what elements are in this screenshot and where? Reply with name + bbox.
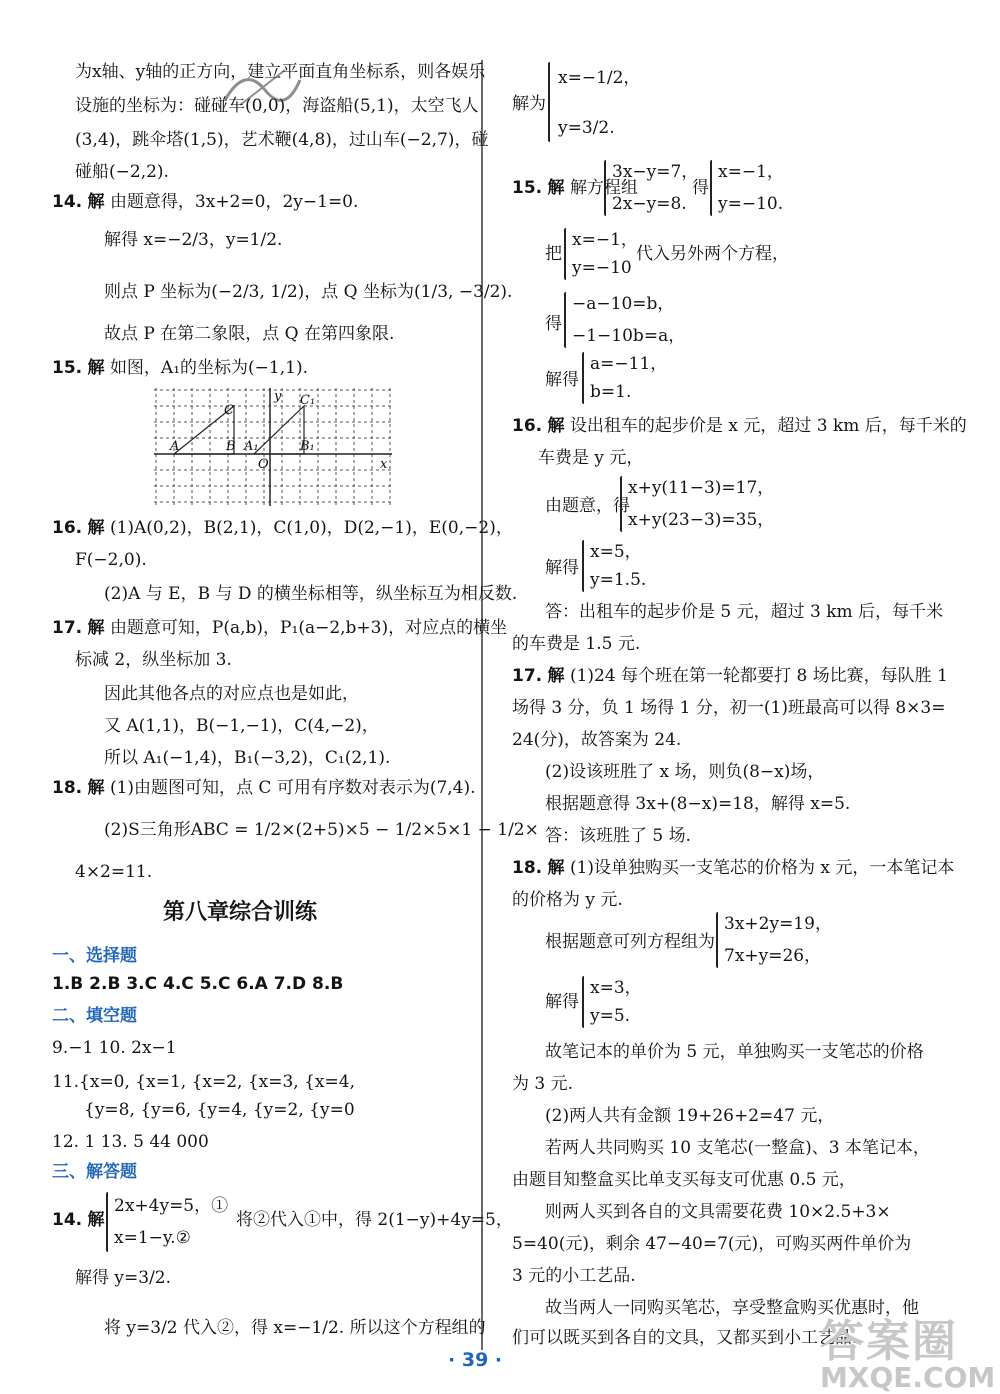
fill-9-10: 9.−1 10. 2x−1 xyxy=(52,1038,177,1058)
rq15-de: 得 xyxy=(545,314,562,334)
grid-label-x: x xyxy=(380,457,388,472)
r-top-eq2: y=3/2. xyxy=(558,118,615,138)
q16-line-2: F(−2,0). xyxy=(75,550,147,570)
rq16-brace-2 xyxy=(582,540,584,592)
rq17-line-3: 24(分)，故答案为 24. xyxy=(512,730,682,750)
rq16-r2: y=1.5. xyxy=(590,570,647,590)
rq15-brace-2 xyxy=(710,160,712,216)
rq18-line-5: 为 3 元. xyxy=(512,1074,574,1094)
rq18-line-11: 3 元的小工艺品. xyxy=(512,1266,636,1286)
s14-line-4: 将 y=3/2 代入②，得 x=−1/2. 所以这个方程组的 xyxy=(104,1318,486,1338)
s14-brace xyxy=(106,1192,108,1252)
rq16-line-3: 由题意，得 xyxy=(545,496,630,516)
rq18-line-3: 根据题意可列方程组为 xyxy=(545,932,715,952)
q14-line-2: 解得 x=−2/3，y=1/2. xyxy=(104,230,283,250)
heading-choice: 一、选择题 xyxy=(52,946,137,966)
q17-line-3: 因此其他各点的对应点也是如此， xyxy=(104,684,359,704)
rq15-s2b: y=−10. xyxy=(718,194,784,214)
column-divider xyxy=(481,60,483,1350)
rq18-line-8: 由题目知整盒买比单支买每支可优惠 0.5 元， xyxy=(512,1170,856,1190)
choice-answers: 1.B 2.B 3.C 4.C 5.C 6.A 7.D 8.B xyxy=(52,974,344,994)
rq17-line-2: 场得 3 分，负 1 场得 1 分，初一(1)班最高可以得 8×3= xyxy=(512,698,946,718)
rq17-line-5: 根据题意得 3x+(8−x)=18，解得 x=5. xyxy=(545,794,851,814)
rq15-s1b: 2x−y=8. xyxy=(612,194,687,214)
fill-12-13: 12. 1 13. 5 44 000 xyxy=(52,1132,209,1152)
rq16-e1: x+y(11−3)=17， xyxy=(628,478,775,498)
rq15-s3a: x=−1， xyxy=(572,230,638,250)
r-top-eq1: x=−1/2， xyxy=(558,68,641,88)
handwritten-stamp-mark xyxy=(215,60,305,120)
intro-line-4: 碰船(−2,2). xyxy=(75,162,169,182)
rq18-line-6: (2)两人共有金额 19+26+2=47 元， xyxy=(545,1106,835,1126)
rq18-line-7: 若两人共同购买 10 支笔芯(一整盒)、3 本笔记本， xyxy=(545,1138,930,1158)
rq16-brace-1 xyxy=(620,476,622,532)
q17-line-4: 又 A(1,1)，B(−1,−1)，C(4,−2)， xyxy=(104,716,379,736)
s14-eq2: x=1−y.② xyxy=(114,1228,191,1248)
rq15-s4a: −a−10=b， xyxy=(572,294,675,314)
q14-line-3: 则点 P 坐标为(−2/3, 1/2)，点 Q 坐标为(1/3, −3/2). xyxy=(104,282,513,302)
rq16-ans-1: 答：出租车的起步价是 5 元，超过 3 km 后，每千米 xyxy=(545,602,944,622)
rq18-line-13: 们可以既买到各自的文具，又都买到小工艺品. xyxy=(512,1328,858,1348)
rq18-brace-1 xyxy=(716,912,718,968)
rq16-r1: x=5， xyxy=(590,542,642,562)
q16-line-3: (2)A 与 E，B 与 D 的横坐标相等，纵坐标互为相反数. xyxy=(104,584,518,604)
rq18-line-9: 则两人买到各自的文具需要花费 10×2.5+3× xyxy=(545,1202,891,1222)
rq18-r1: x=3， xyxy=(590,978,642,998)
r-top-brace xyxy=(548,62,550,142)
page-number: · 39 · xyxy=(448,1349,503,1371)
rq15-brace-1 xyxy=(604,160,606,216)
q15-line-1: 15. 解 如图，A₁的坐标为(−1,1). xyxy=(52,358,308,378)
rq15-s4b: −1−10b=a， xyxy=(572,326,686,346)
q17-line-1: 17. 解 由题意可知，P(a,b)，P₁(a−2,b+3)，对应点的横坐 xyxy=(52,618,508,638)
rq18-line-10: 5=40(元)，剩余 47−40=7(元)，可购买两件单价为 xyxy=(512,1234,912,1254)
rq15-s3b: y=−10 xyxy=(572,258,632,278)
rq18-line-2: 的价格为 y 元. xyxy=(512,890,623,910)
rq15-brace-3 xyxy=(564,228,566,280)
rq16-ans-2: 的车费是 1.5 元. xyxy=(512,634,641,654)
rq16-e2: x+y(23−3)=35， xyxy=(628,510,775,530)
grid-label-o: O xyxy=(258,457,269,472)
rq15-s5a: a=−11， xyxy=(590,354,668,374)
rq18-r2: y=5. xyxy=(590,1006,631,1026)
rq16-line-2: 车费是 y 元， xyxy=(538,448,644,468)
rq18-e1: 3x+2y=19， xyxy=(724,914,832,934)
rq15-jiede: 解得 xyxy=(545,370,579,390)
grid-label-c: C xyxy=(224,403,234,418)
q14-line-1: 14. 解 由题意得，3x+2=0，2y−1=0. xyxy=(52,192,359,212)
s14-line-3: 解得 y=3/2. xyxy=(75,1268,172,1288)
rq15-s5b: b=1. xyxy=(590,382,632,402)
rq15-brace-5 xyxy=(582,352,584,404)
grid-label-b: B xyxy=(226,439,236,454)
rq18-line-12: 故当两人一同购买笔芯，享受整盒购买优惠时，他 xyxy=(545,1298,919,1318)
q17-line-2: 标减 2，纵坐标加 3. xyxy=(75,650,232,670)
rq15-ba: 把 xyxy=(545,244,562,264)
s14-side: 将②代入①中，得 2(1−y)+4y=5， xyxy=(236,1210,513,1230)
rq15-s2a: x=−1， xyxy=(718,162,784,182)
fill-11-top: 11.{x=0, {x=1, {x=2, {x=3, {x=4, xyxy=(52,1072,355,1092)
grid-label-b1: B₁ xyxy=(300,439,315,454)
grid-label-c1: C₁ xyxy=(300,393,316,408)
section-title: 第八章综合训练 xyxy=(162,900,317,925)
q18-line-1: 18. 解 (1)由题图可知，点 C 可用有序数对表示为(7,4). xyxy=(52,778,476,798)
heading-fill: 二、填空题 xyxy=(52,1006,137,1026)
q14-line-4: 故点 P 在第二象限，点 Q 在第四象限. xyxy=(104,324,395,344)
rq15-s1a: 3x−y=7， xyxy=(612,162,699,182)
rq18-line-1: 18. 解 (1)设单独购买一支笔芯的价格为 x 元，一本笔记本 xyxy=(512,858,955,878)
rq16-line-1: 16. 解 设出租车的起步价是 x 元，超过 3 km 后，每千米的 xyxy=(512,416,967,436)
rq18-line-4: 故笔记本的单价为 5 元，单独购买一支笔芯的价格 xyxy=(545,1042,924,1062)
rq15-get: 得 xyxy=(692,178,709,198)
s14-label: 14. 解 xyxy=(52,1210,105,1230)
grid-label-a1: A₁ xyxy=(244,439,259,454)
rq15-sub: 代入另外两个方程， xyxy=(636,244,789,264)
rq18-e2: 7x+y=26， xyxy=(724,946,822,966)
grid-label-a: A xyxy=(170,439,180,454)
rq18-jiede: 解得 xyxy=(545,992,579,1012)
q18-line-3: 4×2=11. xyxy=(75,862,153,882)
rq17-line-1: 17. 解 (1)24 每个班在第一轮都要打 8 场比赛，每队胜 1 xyxy=(512,666,948,686)
s14-eq1: 2x+4y=5，① xyxy=(114,1196,229,1216)
heading-solve: 三、解答题 xyxy=(52,1162,137,1182)
intro-line-1: 为x轴、y轴的正方向，建立平面直角坐标系，则各娱乐 xyxy=(75,62,486,82)
rq16-jiede: 解得 xyxy=(545,558,579,578)
site-watermark: 答案圈 MXQE.COM xyxy=(820,1316,996,1394)
rq17-line-6: 答：该班胜了 5 场. xyxy=(545,826,692,846)
rq17-line-4: (2)设该班胜了 x 场，则负(8−x)场， xyxy=(545,762,825,782)
q17-line-5: 所以 A₁(−1,4)，B₁(−3,2)，C₁(2,1). xyxy=(104,748,391,768)
grid-label-y: y xyxy=(274,389,282,404)
q18-line-2: (2)S三角形ABC = 1/2×(2+5)×5 − 1/2×5×1 − 1/2× xyxy=(104,820,539,840)
rq18-brace-2 xyxy=(582,976,584,1028)
coordinate-grid-figure xyxy=(154,388,394,506)
rq15-brace-4 xyxy=(564,292,566,348)
q16-line-1: 16. 解 (1)A(0,2)，B(2,1)，C(1,0)，D(2,−1)，E(0,−2)， xyxy=(52,518,513,538)
rq15-label: 15. 解 解方程组 xyxy=(512,178,638,198)
intro-line-2: 设施的坐标为：碰碰车(0,0)，海盗船(5,1)，太空飞人 xyxy=(75,96,479,116)
r-top-label: 解为 xyxy=(512,94,546,114)
fill-11-bottom: {y=8, {y=6, {y=4, {y=2, {y=0 xyxy=(84,1100,355,1120)
intro-line-3: (3,4)，跳伞塔(1,5)，艺术鞭(4,8)，过山车(−2,7)，碰 xyxy=(75,130,489,150)
